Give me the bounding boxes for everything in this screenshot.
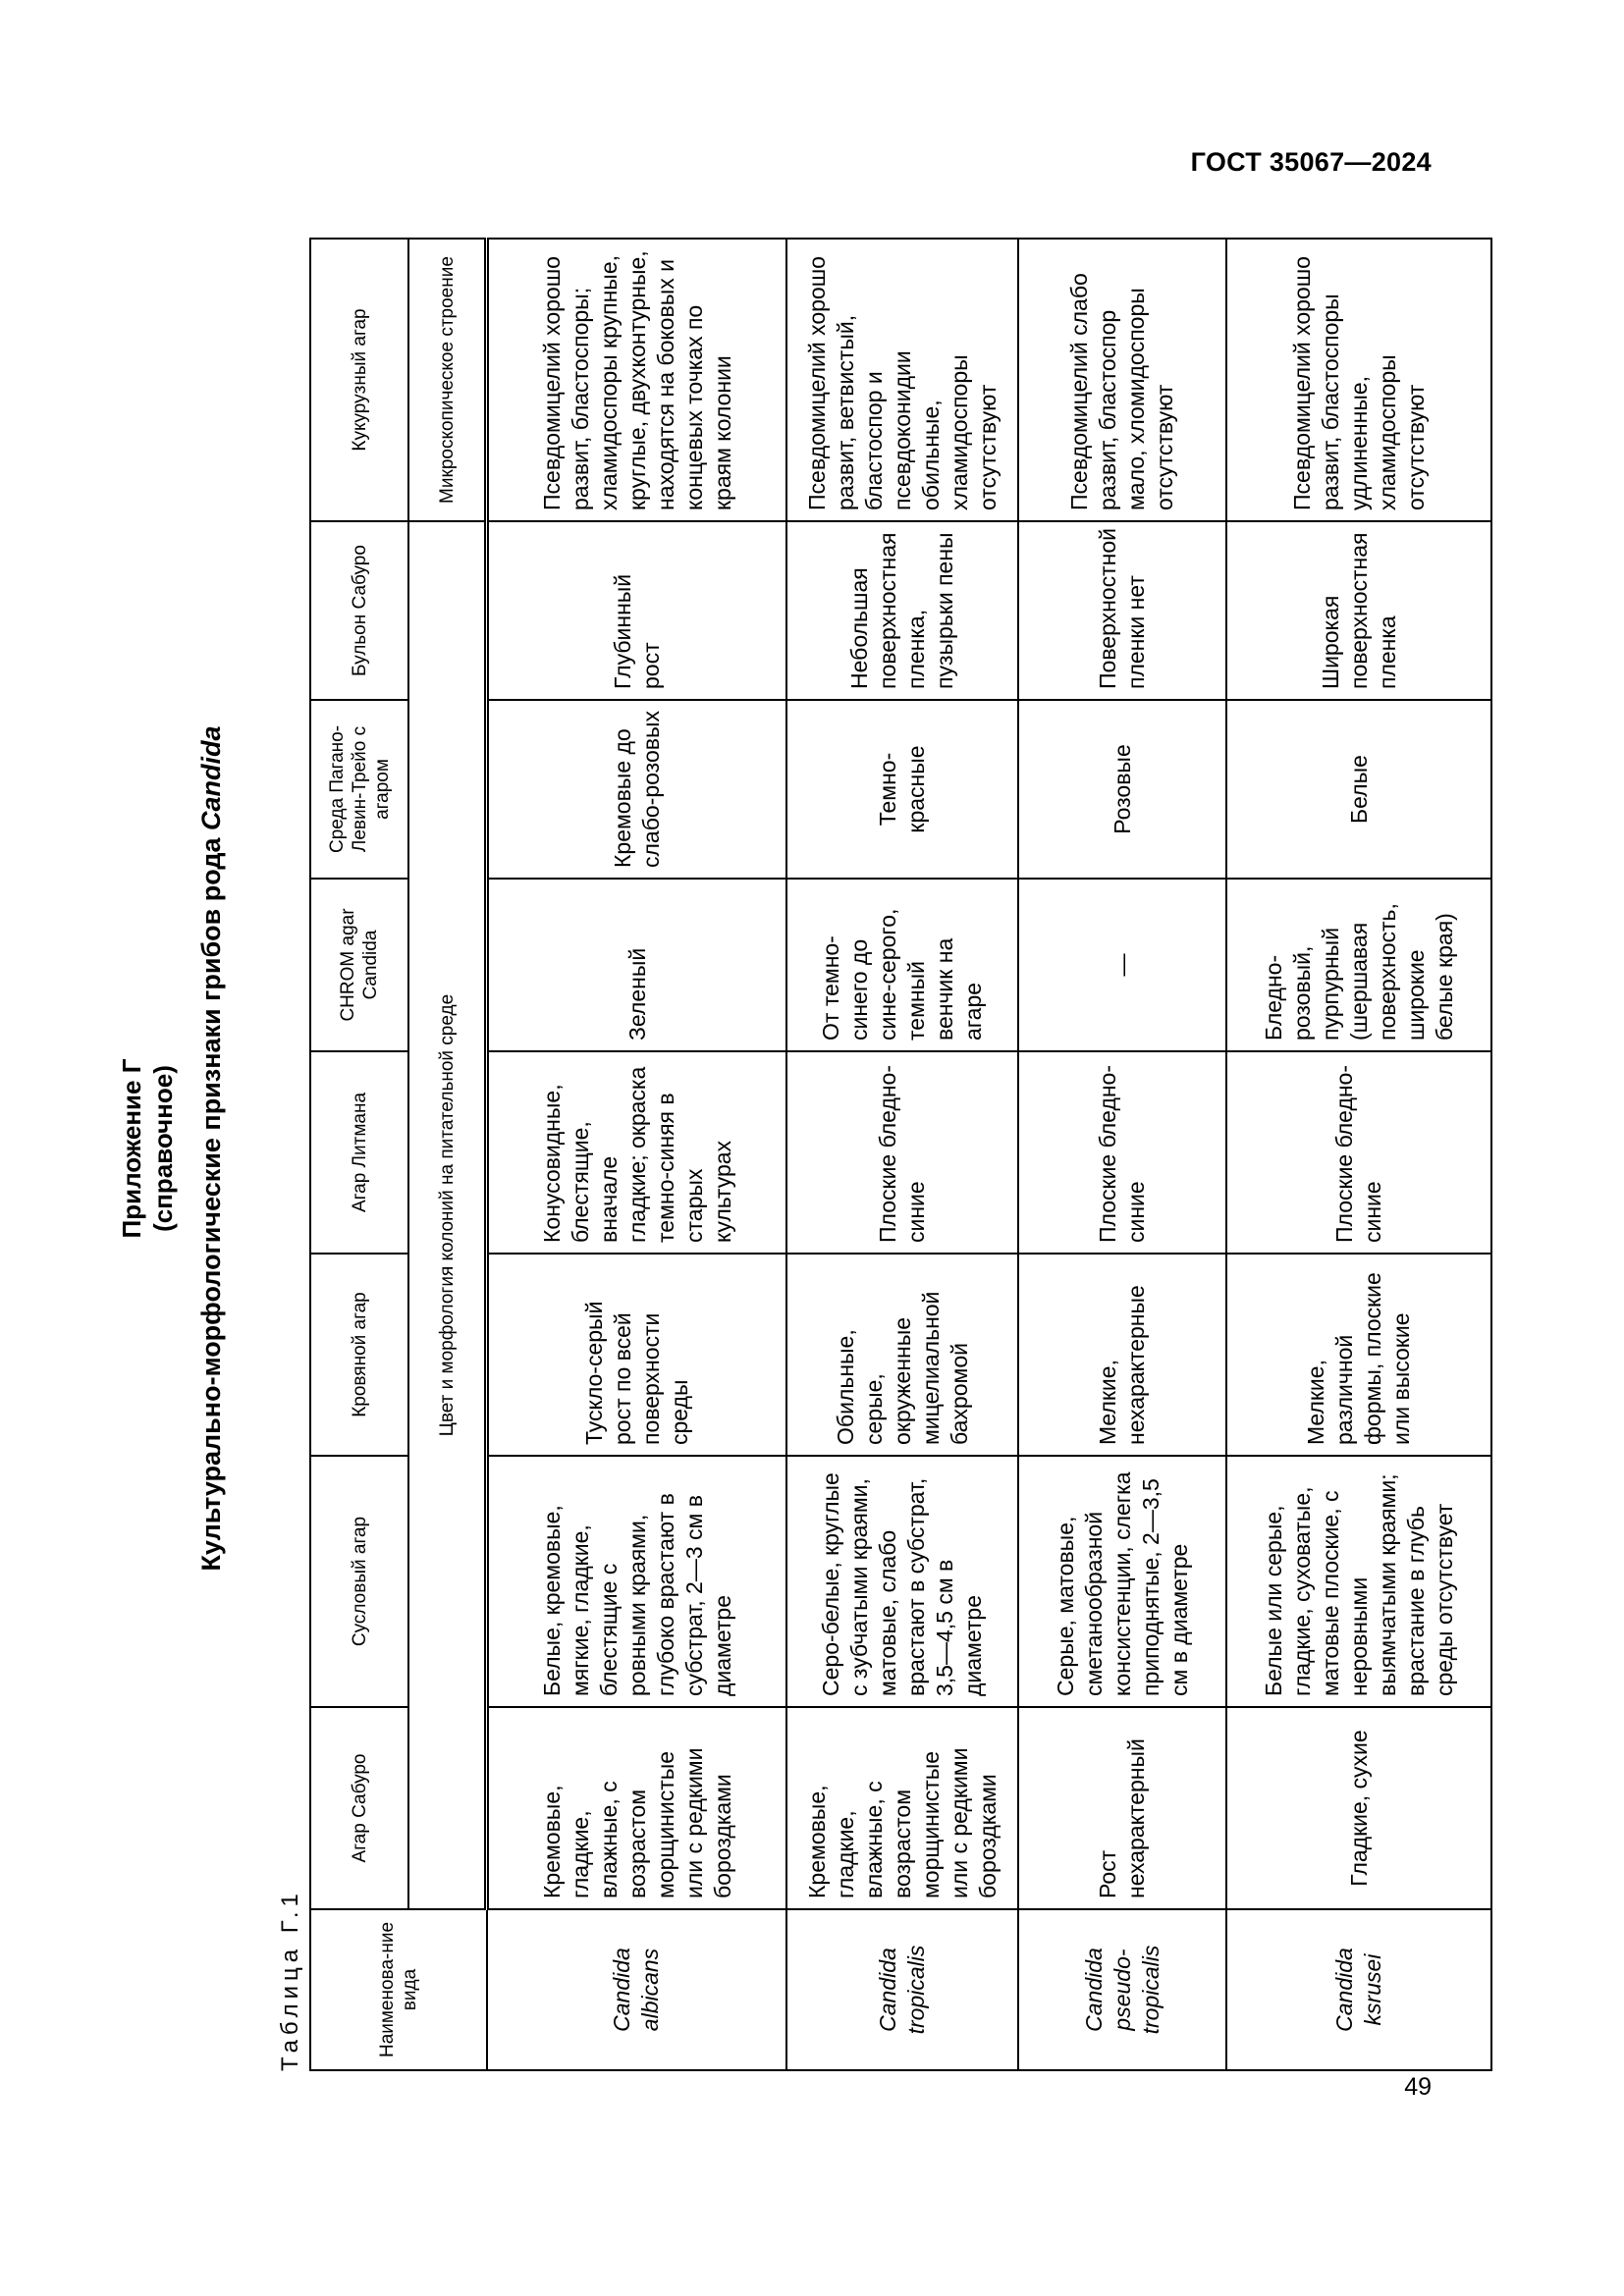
species-cell: Candida tropicalis: [786, 1909, 1018, 2070]
table-cell: Белые, кремовые, мягкие, гладкие, блестящие с ровными краями, глубоко врастают в субстрат, 2—3 см в диаметре: [487, 1456, 787, 1707]
culture-morphology-table: [309, 238, 1492, 2071]
table-cell: Рост нехарактерный: [1018, 1707, 1226, 1909]
table-cell: Бледно-розовый, пурпурный (шершавая поверхность, широкие белые края): [1226, 879, 1491, 1051]
table-cell: Обильные, серые, окруженные мицелиальной бахромой: [786, 1254, 1018, 1456]
subheader-colony-morphology: Цвет и морфология колоний на питательной среде: [408, 521, 487, 1909]
annex-kind: (справочное): [148, 1065, 178, 1232]
table-cell: Псевдомицелий слабо развит, бластоспор мало, хломидоспоры отсутствуют: [1018, 239, 1226, 521]
table-cell: Поверхностной пленки нет: [1018, 521, 1226, 700]
table-cell: Розовые: [1018, 700, 1226, 879]
header-litman-agar: Агар Литмана: [310, 1051, 408, 1254]
table-cell: Псевдомицелий хорошо развит, бластоспоры; хламидоспоры крупные, круглые, двухконтурные, находятся на боковых и концевых точках по краям колонии: [487, 239, 787, 521]
table-cell: Серо-белые, круглые с зубчатыми краями, матовые, слабо врастают в субстрат, 3,5—4,5 см в диаметре: [786, 1456, 1018, 1707]
header-row: [310, 239, 408, 2070]
header-chrom-agar: CHROM agar Candida: [310, 879, 408, 1051]
table-title-genus: Candida: [196, 725, 226, 830]
annex-heading: [116, 226, 179, 2071]
header-sabouraud-agar: Агар Сабуро: [310, 1707, 408, 1909]
table-row: [487, 239, 787, 2070]
table-cell: Тускло-серый рост по всей поверхности среды: [487, 1254, 787, 1456]
species-cell: Candida ksrusei: [1226, 1909, 1491, 2070]
table-cell: Небольшая поверхностная пленка, пузырьки пены: [786, 521, 1018, 700]
table-cell: Кремовые, гладкие, влажные, с возрастом морщинистые или с редкими бороздками: [487, 1707, 787, 1909]
header-corn-agar: Кукурузный агар: [310, 239, 408, 521]
table-cell: Серые, матовые, сметанообразной консистенции, слегка приподнятые, 2—3,5 см в диаметре: [1018, 1456, 1226, 1707]
table-cell: Темно-красные: [786, 700, 1018, 879]
table-title: [196, 226, 227, 2071]
table-cell: Глубинный рост: [487, 521, 787, 700]
table-cell: Псевдомицелий хорошо развит, бластоспоры удлиненные, хламидоспоры отсутствуют: [1226, 239, 1491, 521]
table-cell: Кремовые до слабо-розовых: [487, 700, 787, 879]
header-blood-agar: Кровяной агар: [310, 1254, 408, 1456]
header-sabouraud-broth: Бульон Сабуро: [310, 521, 408, 700]
subheader-row: [408, 239, 487, 2070]
species-cell: Candida albicans: [487, 1909, 787, 2070]
table-cell: Гладкие, сухие: [1226, 1707, 1491, 1909]
table-cell: Плоские бледно-синие: [1226, 1051, 1491, 1254]
table-cell: От темно-синего до сине-серого, темный венчик на агаре: [786, 879, 1018, 1051]
species-cell: Candida pseudo-tropicalis: [1018, 1909, 1226, 2070]
table-row: [786, 239, 1018, 2070]
table-cell: Мелкие, нехарактерные: [1018, 1254, 1226, 1456]
annex-title: Приложение Г: [117, 1058, 146, 1239]
subheader-microscopic: Микроскопическое строение: [408, 239, 487, 521]
table-cell: —: [1018, 879, 1226, 1051]
table-cell: Псевдомицелий хорошо развит, ветвистый, бластоспор и псевдоконидии обильные, хламидоспоры отсутствуют: [786, 239, 1018, 521]
table-label: Таблица Г.1: [277, 1889, 303, 2071]
header-species: Наименова-ние вида: [310, 1909, 487, 2070]
table-cell: Белые: [1226, 700, 1491, 879]
table-cell: Плоские бледно-синие: [786, 1051, 1018, 1254]
header-pagano: Среда Пагано-Левин-Трейо с агаром: [310, 700, 408, 879]
standard-header: ГОСТ 35067—2024: [1190, 147, 1432, 177]
table-cell: Мелкие, различной формы, плоские или высокие: [1226, 1254, 1491, 1456]
table-cell: Конусовидные, блестящие, вначале гладкие; окраска темно-синяя в старых культурах: [487, 1051, 787, 1254]
rotated-page-content: [88, 226, 1463, 2071]
table-cell: Зеленый: [487, 879, 787, 1051]
table-cell: Белые или серые, гладкие, суховатые, матовые плоские, с неровными выямчатыми краями; врастание в глубь среды отсутствует: [1226, 1456, 1491, 1707]
header-wort-agar: Сусловый агар: [310, 1456, 408, 1707]
table-cell: Кремовые, гладкие, влажные, с возрастом морщинистые или с редкими бороздками: [786, 1707, 1018, 1909]
table-title-text: Культурально-морфологические признаки грибов рода: [196, 829, 226, 1572]
table-row: [1018, 239, 1226, 2070]
table-cell: Плоские бледно-синие: [1018, 1051, 1226, 1254]
table-row: [1226, 239, 1491, 2070]
page-number: 49: [1404, 2073, 1432, 2101]
table-cell: Широкая поверхностная пленка: [1226, 521, 1491, 700]
